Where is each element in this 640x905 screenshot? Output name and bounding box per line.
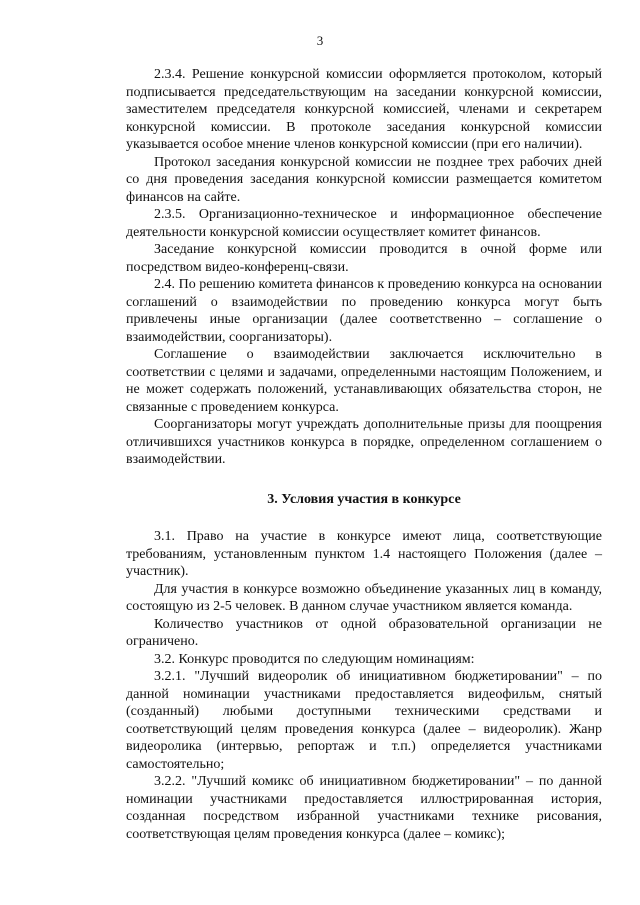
paragraph-participant-count: Количество участников от одной образовательной организации не ограничено. [126, 616, 602, 649]
paragraph-co-organizers: Соорганизаторы могут учреждать дополнительные призы для поощрения отличившихся участников конкурса в порядке, определенном соглашением о взаимодействии. [126, 417, 602, 467]
paragraph-protocol-publication: Протокол заседания конкурсной комиссии не позднее трех рабочих дней со дня проведения заседания конкурсной комиссии размещается комитетом финансов на сайте. [126, 154, 602, 205]
paragraph-3-2: 3.2. Конкурс проводится по следующим номинациям: [154, 651, 475, 667]
paragraph-2-3-4: 2.3.4. Решение конкурсной комиссии оформляется протоколом, который подписывается председательствующим на заседании конкурсной комиссии, заместителем председателя конкурсной комиссией, членами и секретарем конкурсной комиссии. В протоколе заседания конкурсной комиссии указывается особое мнение членов конкурсной комиссии (при его наличии). [126, 67, 602, 152]
paragraph-team: Для участия в конкурсе возможно объединение указанных лиц в команду, состоящую из 2-5 человек. В данном случае участником является команда. [126, 581, 602, 614]
section-spacer [126, 469, 602, 491]
paragraph-3-1: 3.1. Право на участие в конкурсе имеют лица, соответствующие требованиям, установленным пунктом 1.4 настоящего Положения (далее – участник). [126, 529, 602, 579]
paragraph-3-2-2: 3.2.2. "Лучший комикс об инициативном бюджетировании" – по данной номинации участниками предоставляется иллюстрированная история, созданная посредством избранной участниками технике рисования, соответствующая целям проведения конкурса (далее – комикс); [126, 774, 602, 842]
paragraph-meeting-format: Заседание конкурсной комиссии проводится в очной форме или посредством видео-конференц-связи. [126, 242, 602, 275]
heading-spacer [126, 508, 602, 528]
paragraph-2-4: 2.4. По решению комитета финансов к проведению конкурса на основании соглашений о взаимодействии по проведению конкурса могут быть привлечены иные организации (далее соответственно – соглашение о взаимодействии, соорганизаторы). [126, 277, 602, 345]
page-number: 3 [316, 33, 324, 48]
paragraph-agreement: Соглашение о взаимодействии заключается исключительно в соответствии с целями и задачами, определенными настоящим Положением, и не может содержать положений, устанавливающих обязательства сторон, не связанные с проведением конкурса. [126, 347, 602, 415]
paragraph-2-3-5: 2.3.5. Организационно-техническое и информационное обеспечение деятельности конкурсной комиссии осуществляет комитет финансов. [126, 207, 602, 240]
document-body [126, 66, 602, 843]
section-heading: 3. Условия участия в конкурсе [267, 491, 461, 507]
paragraph-3-2-1: 3.2.1. "Лучший видеоролик об инициативном бюджетировании" – по данной номинации участниками предоставляется видеофильм, снятый (созданный) любыми доступными техническими средствами и соответствующий целям проведения конкурса (далее – видеоролик). Жанр видеоролика (интервью, репортаж и т.п.) определяется участниками самостоятельно; [126, 669, 602, 772]
